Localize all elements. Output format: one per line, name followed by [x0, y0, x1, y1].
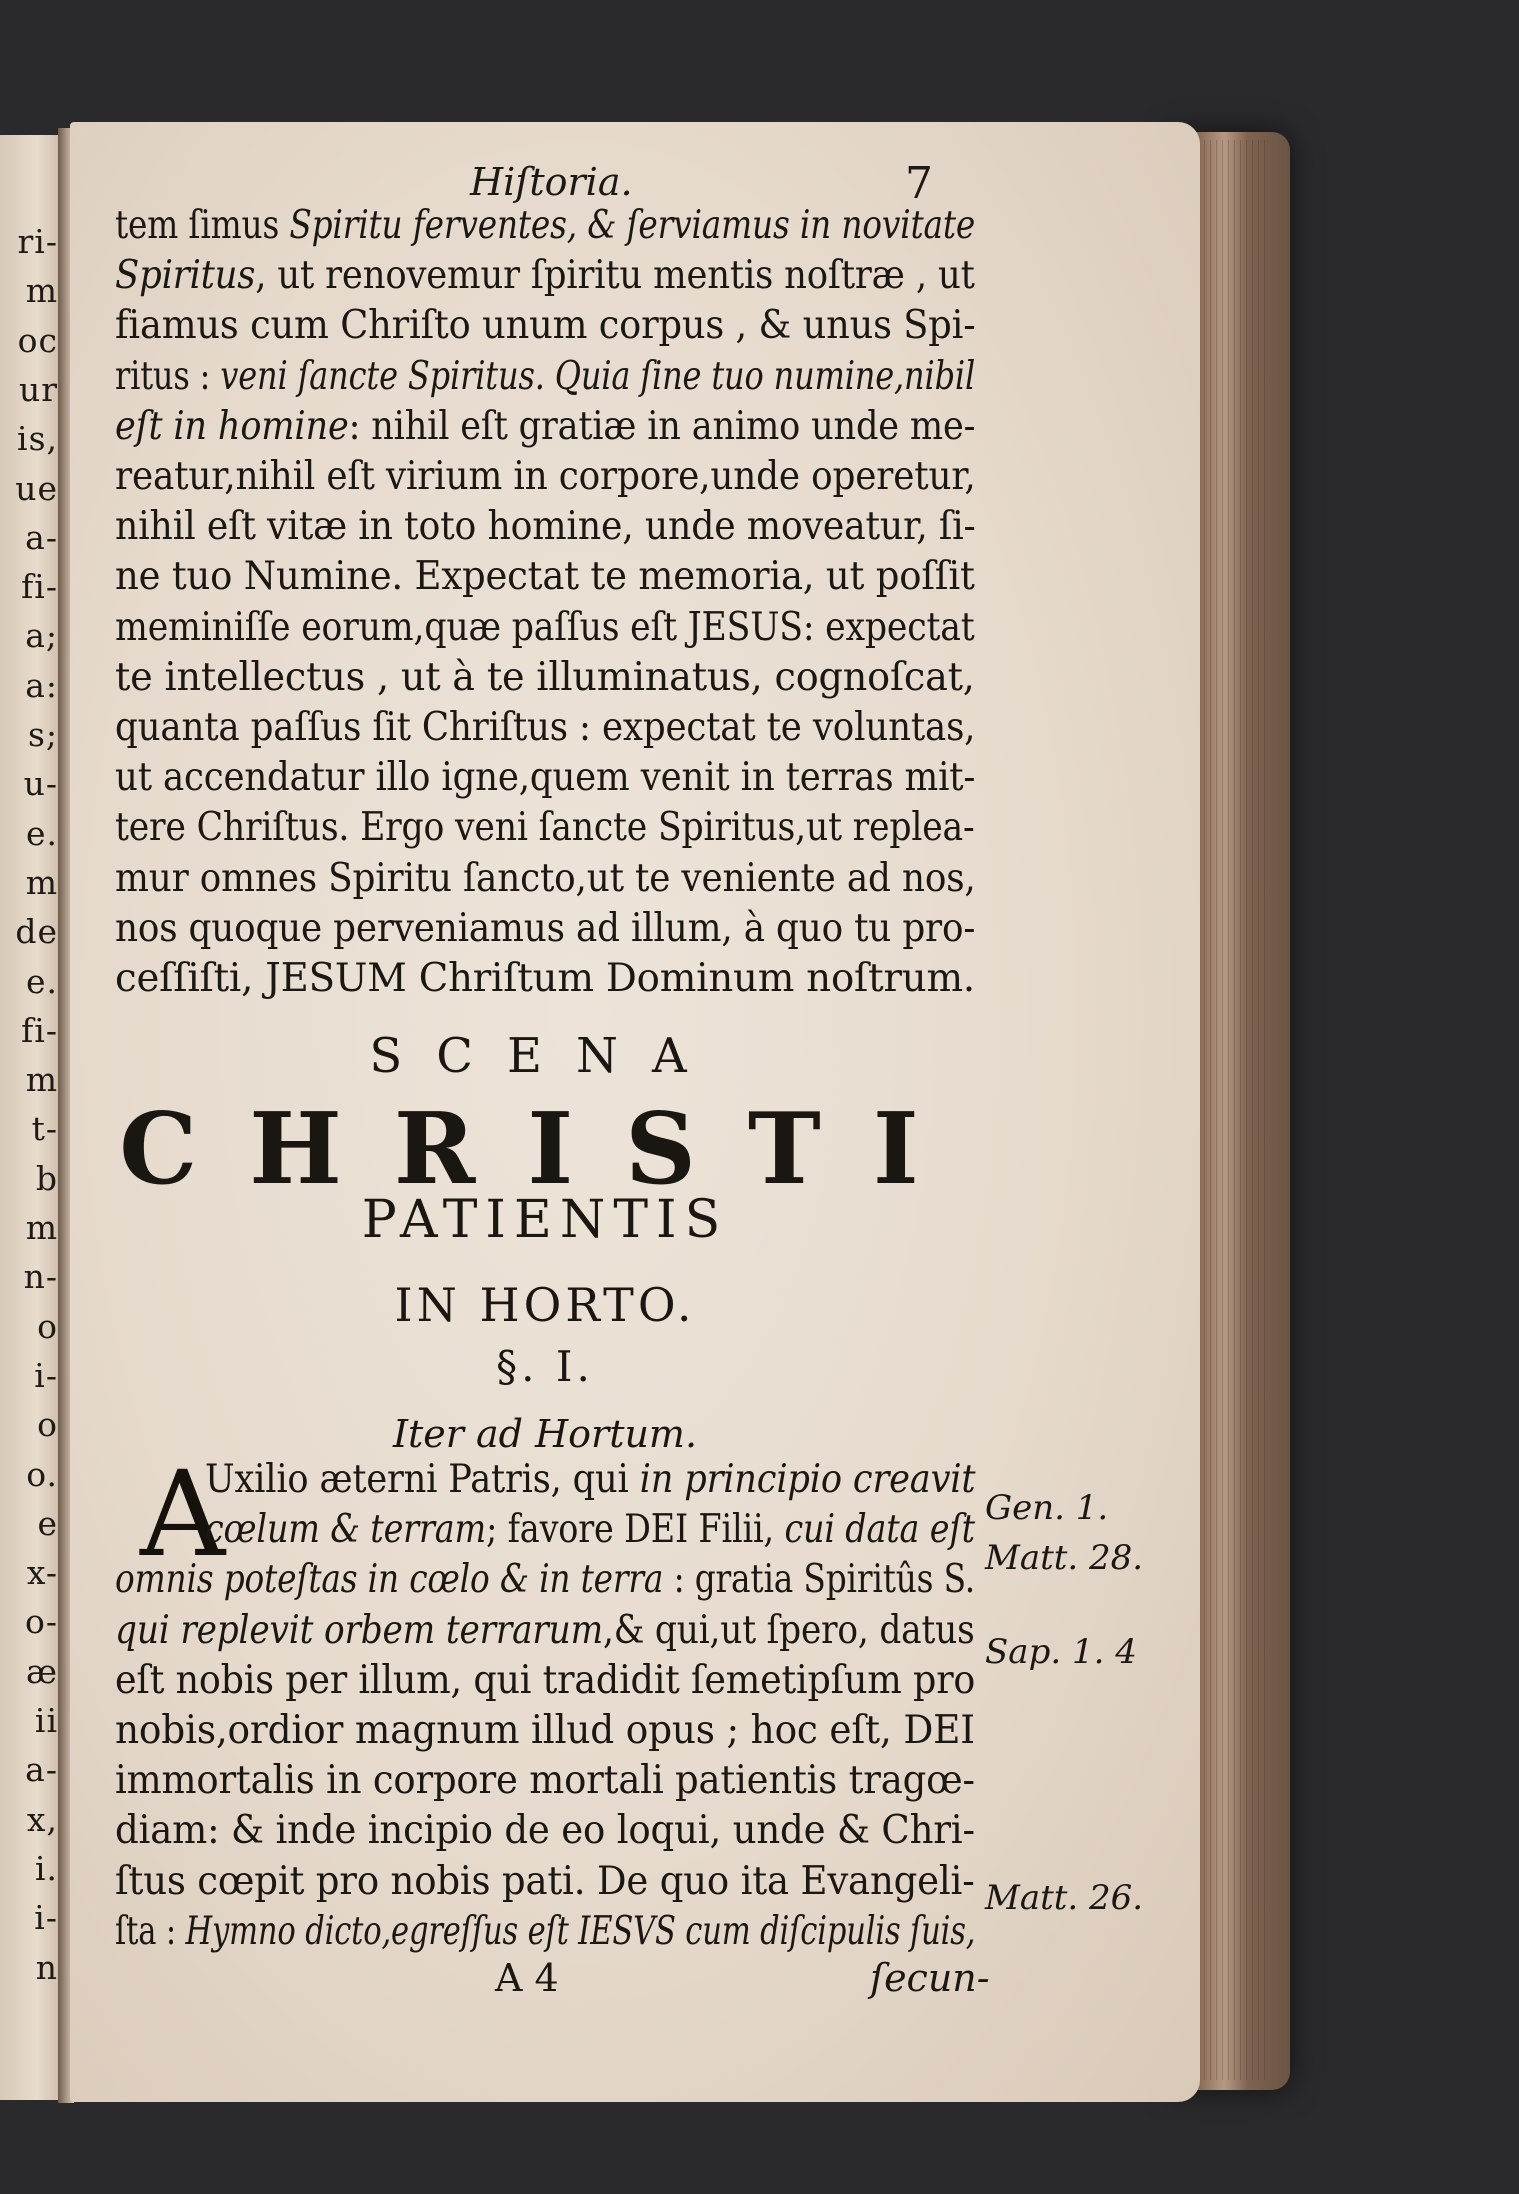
text-segment: Uxilio æterni Patris, qui — [205, 1457, 640, 1502]
text-line — [115, 503, 976, 551]
text-line — [115, 252, 975, 300]
text-segment: ut accendatur illo igne,quem venit in terras mit- — [115, 755, 976, 801]
text-segment: te intellectus , ut à te illuminatus, cognoſcat, — [115, 654, 975, 700]
text-line — [115, 453, 976, 501]
text-line — [115, 905, 975, 953]
left-page-fragment: b — [35, 1158, 58, 1198]
text-segment: immortalis in corpore mortali patientis tragœ- — [115, 1758, 975, 1804]
text-segment: qui replevit orbem terrarum — [115, 1607, 604, 1653]
left-page-fragment: o — [37, 1306, 58, 1346]
left-page-fragment: i- — [34, 1898, 58, 1938]
text-segment: : gratia Spiritûs S. — [663, 1557, 975, 1603]
left-page-fragment: x- — [26, 1553, 58, 1593]
text-line — [115, 1807, 975, 1855]
left-page-fragment: a- — [25, 1750, 58, 1790]
left-page-fragment: æ — [25, 1651, 58, 1691]
text-line — [115, 704, 975, 752]
text-segment: veni ſancte Spiritus. Quia ſine tuo numine,nibil — [220, 353, 976, 399]
text-line — [115, 1908, 975, 1956]
text-segment: omnis poteſtas in cœlo & in terra — [115, 1557, 664, 1603]
text-line — [115, 353, 975, 401]
text-segment: tem ſimus — [115, 203, 290, 248]
left-page-fragment: ur — [18, 369, 58, 409]
section-subtitle: Iter ad Hortum. — [392, 1412, 698, 1456]
text-line — [115, 553, 975, 601]
text-line — [115, 855, 976, 903]
text-segment: eſt in homine — [115, 403, 349, 449]
left-page-fragment: n — [35, 1947, 58, 1987]
text-line — [115, 1757, 975, 1805]
text-line — [115, 403, 975, 451]
text-line — [115, 604, 974, 652]
text-segment: meminiſſe eorum,quæ paſſus eſt JESUS: expectat — [115, 604, 975, 650]
left-page-fragment: o. — [26, 1454, 58, 1494]
left-page-fragment: a- — [25, 517, 58, 557]
text-segment: ſtus cœpit pro nobis pati. De quo ita Evangeli- — [115, 1858, 975, 1904]
page-number: 7 — [905, 158, 933, 209]
text-segment: mur omnes Spiritu ſancto,ut te veniente ad nos, — [115, 855, 976, 901]
text-line — [115, 1607, 975, 1655]
text-line — [115, 202, 975, 250]
text-segment: fiamus cum Chriſto unum corpus , & unus Spi- — [115, 303, 976, 349]
text-segment: Spiritus — [115, 253, 256, 299]
text-segment: Hymno dicto,egreſſus eſt IESVS cum diſcipulis ſuis, — [185, 1908, 976, 1954]
text-segment: : nihil eſt gratiæ in animo unde me- — [348, 403, 976, 449]
text-segment: cœlum & terram — [205, 1507, 487, 1553]
margin-note-gen: Gen. 1. — [985, 1488, 1109, 1528]
text-line — [115, 1707, 975, 1755]
heading-scena: SCENA — [369, 1028, 721, 1084]
left-page-fragment: u- — [23, 764, 58, 804]
text-segment: ne tuo Numine. Expectat te memoria, ut poſſit — [115, 554, 975, 600]
text-line — [115, 754, 975, 802]
left-page-fragment: t- — [31, 1109, 58, 1149]
text-line — [115, 1657, 975, 1705]
left-page-fragment: i. — [34, 1848, 58, 1888]
text-line — [115, 654, 975, 702]
left-page-fragment: n- — [23, 1257, 58, 1297]
left-page-fragment: o — [37, 1405, 58, 1445]
left-page-fragment: m — [25, 1208, 58, 1247]
text-line — [115, 955, 975, 1003]
left-page-fragment: fi- — [21, 567, 58, 607]
text-line — [205, 1456, 975, 1504]
text-segment: ,& qui,ut ſpero, datus — [603, 1607, 975, 1653]
text-segment: in principio creavit — [639, 1457, 976, 1502]
text-segment: Spiritu ferventes, & ſerviamus in novitate — [289, 203, 976, 248]
margin-note-matt26: Matt. 26. — [985, 1878, 1144, 1918]
text-segment: reatur,nihil eſt virium in corpore,unde operetur, — [115, 454, 976, 499]
text-line — [115, 302, 975, 350]
text-segment: ſta : — [115, 1908, 186, 1954]
text-line — [205, 1506, 975, 1554]
drop-cap: A — [140, 1445, 226, 1583]
text-segment: ; favore DEI Filii, — [486, 1507, 785, 1553]
left-page-fragment: x, — [26, 1799, 58, 1839]
text-segment: nihil eſt vitæ in toto homine, unde moveatur, ſi- — [115, 504, 976, 550]
heading-christi: CHRISTI — [119, 1092, 971, 1207]
left-page-fragment: oc — [17, 320, 58, 360]
left-page-fragment: s; — [27, 715, 58, 754]
margin-note-matt28: Matt. 28. — [985, 1538, 1144, 1578]
text-segment: ritus : — [115, 353, 221, 399]
left-page-fragment: e. — [25, 813, 58, 853]
catchword: ſecun- — [870, 1956, 990, 2000]
text-line — [115, 1858, 975, 1906]
text-segment: , ut renovemur ſpiritu mentis noſtræ , ut — [255, 253, 975, 299]
margin-note-sap: Sap. 1. 4 — [985, 1632, 1137, 1672]
left-page-fragment: fi- — [21, 1010, 58, 1050]
text-segment: nos quoque perveniamus ad illum, à quo tu pro- — [115, 905, 976, 951]
left-page-fragment: is, — [17, 419, 58, 459]
left-page-fragment: m — [25, 271, 58, 311]
left-page-fragment: o- — [24, 1602, 58, 1642]
text-segment: nobis,ordior magnum illud opus ; hoc eſt, DEI — [115, 1708, 975, 1753]
left-page-fragment: a; — [25, 616, 58, 656]
text-segment: quanta paſſus ſit Chriſtus : expectat te voluntas, — [115, 705, 976, 750]
text-segment: ceſſiſti, JESUM Chriſtum Dominum noſtrum. — [115, 956, 975, 1001]
text-line — [115, 804, 975, 852]
text-line — [115, 1556, 975, 1604]
left-page-fragment: de — [15, 912, 58, 952]
left-page-fragment: ri- — [17, 222, 58, 261]
text-segment: diam: & inde incipio de eo loqui, unde & Chri- — [115, 1808, 975, 1854]
left-page-fragment: i- — [34, 1355, 58, 1395]
left-page-fragment: e. — [25, 961, 58, 1001]
text-segment: eſt nobis per illum, qui tradidit ſemetipſum pro — [115, 1657, 976, 1703]
running-head: Hiſtoria. — [470, 160, 633, 204]
heading-patientis: PATIENTIS — [361, 1190, 729, 1250]
text-segment: tere Chriſtus. Ergo veni ſancte Spiritus,ut replea- — [115, 805, 975, 851]
section-number: §. I. — [496, 1342, 594, 1391]
text-segment: cui data eſt — [784, 1507, 975, 1553]
left-page-fragment: a: — [25, 665, 58, 705]
signature-mark: A 4 — [495, 1956, 559, 2000]
left-page-fragment: m — [25, 862, 58, 902]
left-page-fragment: ii — [34, 1701, 58, 1740]
left-page-fragment: m — [25, 1060, 58, 1100]
heading-in-horto: IN HORTO. — [394, 1278, 696, 1332]
left-page-fragment: ue — [15, 468, 58, 508]
left-page-fragment: e — [37, 1503, 58, 1543]
